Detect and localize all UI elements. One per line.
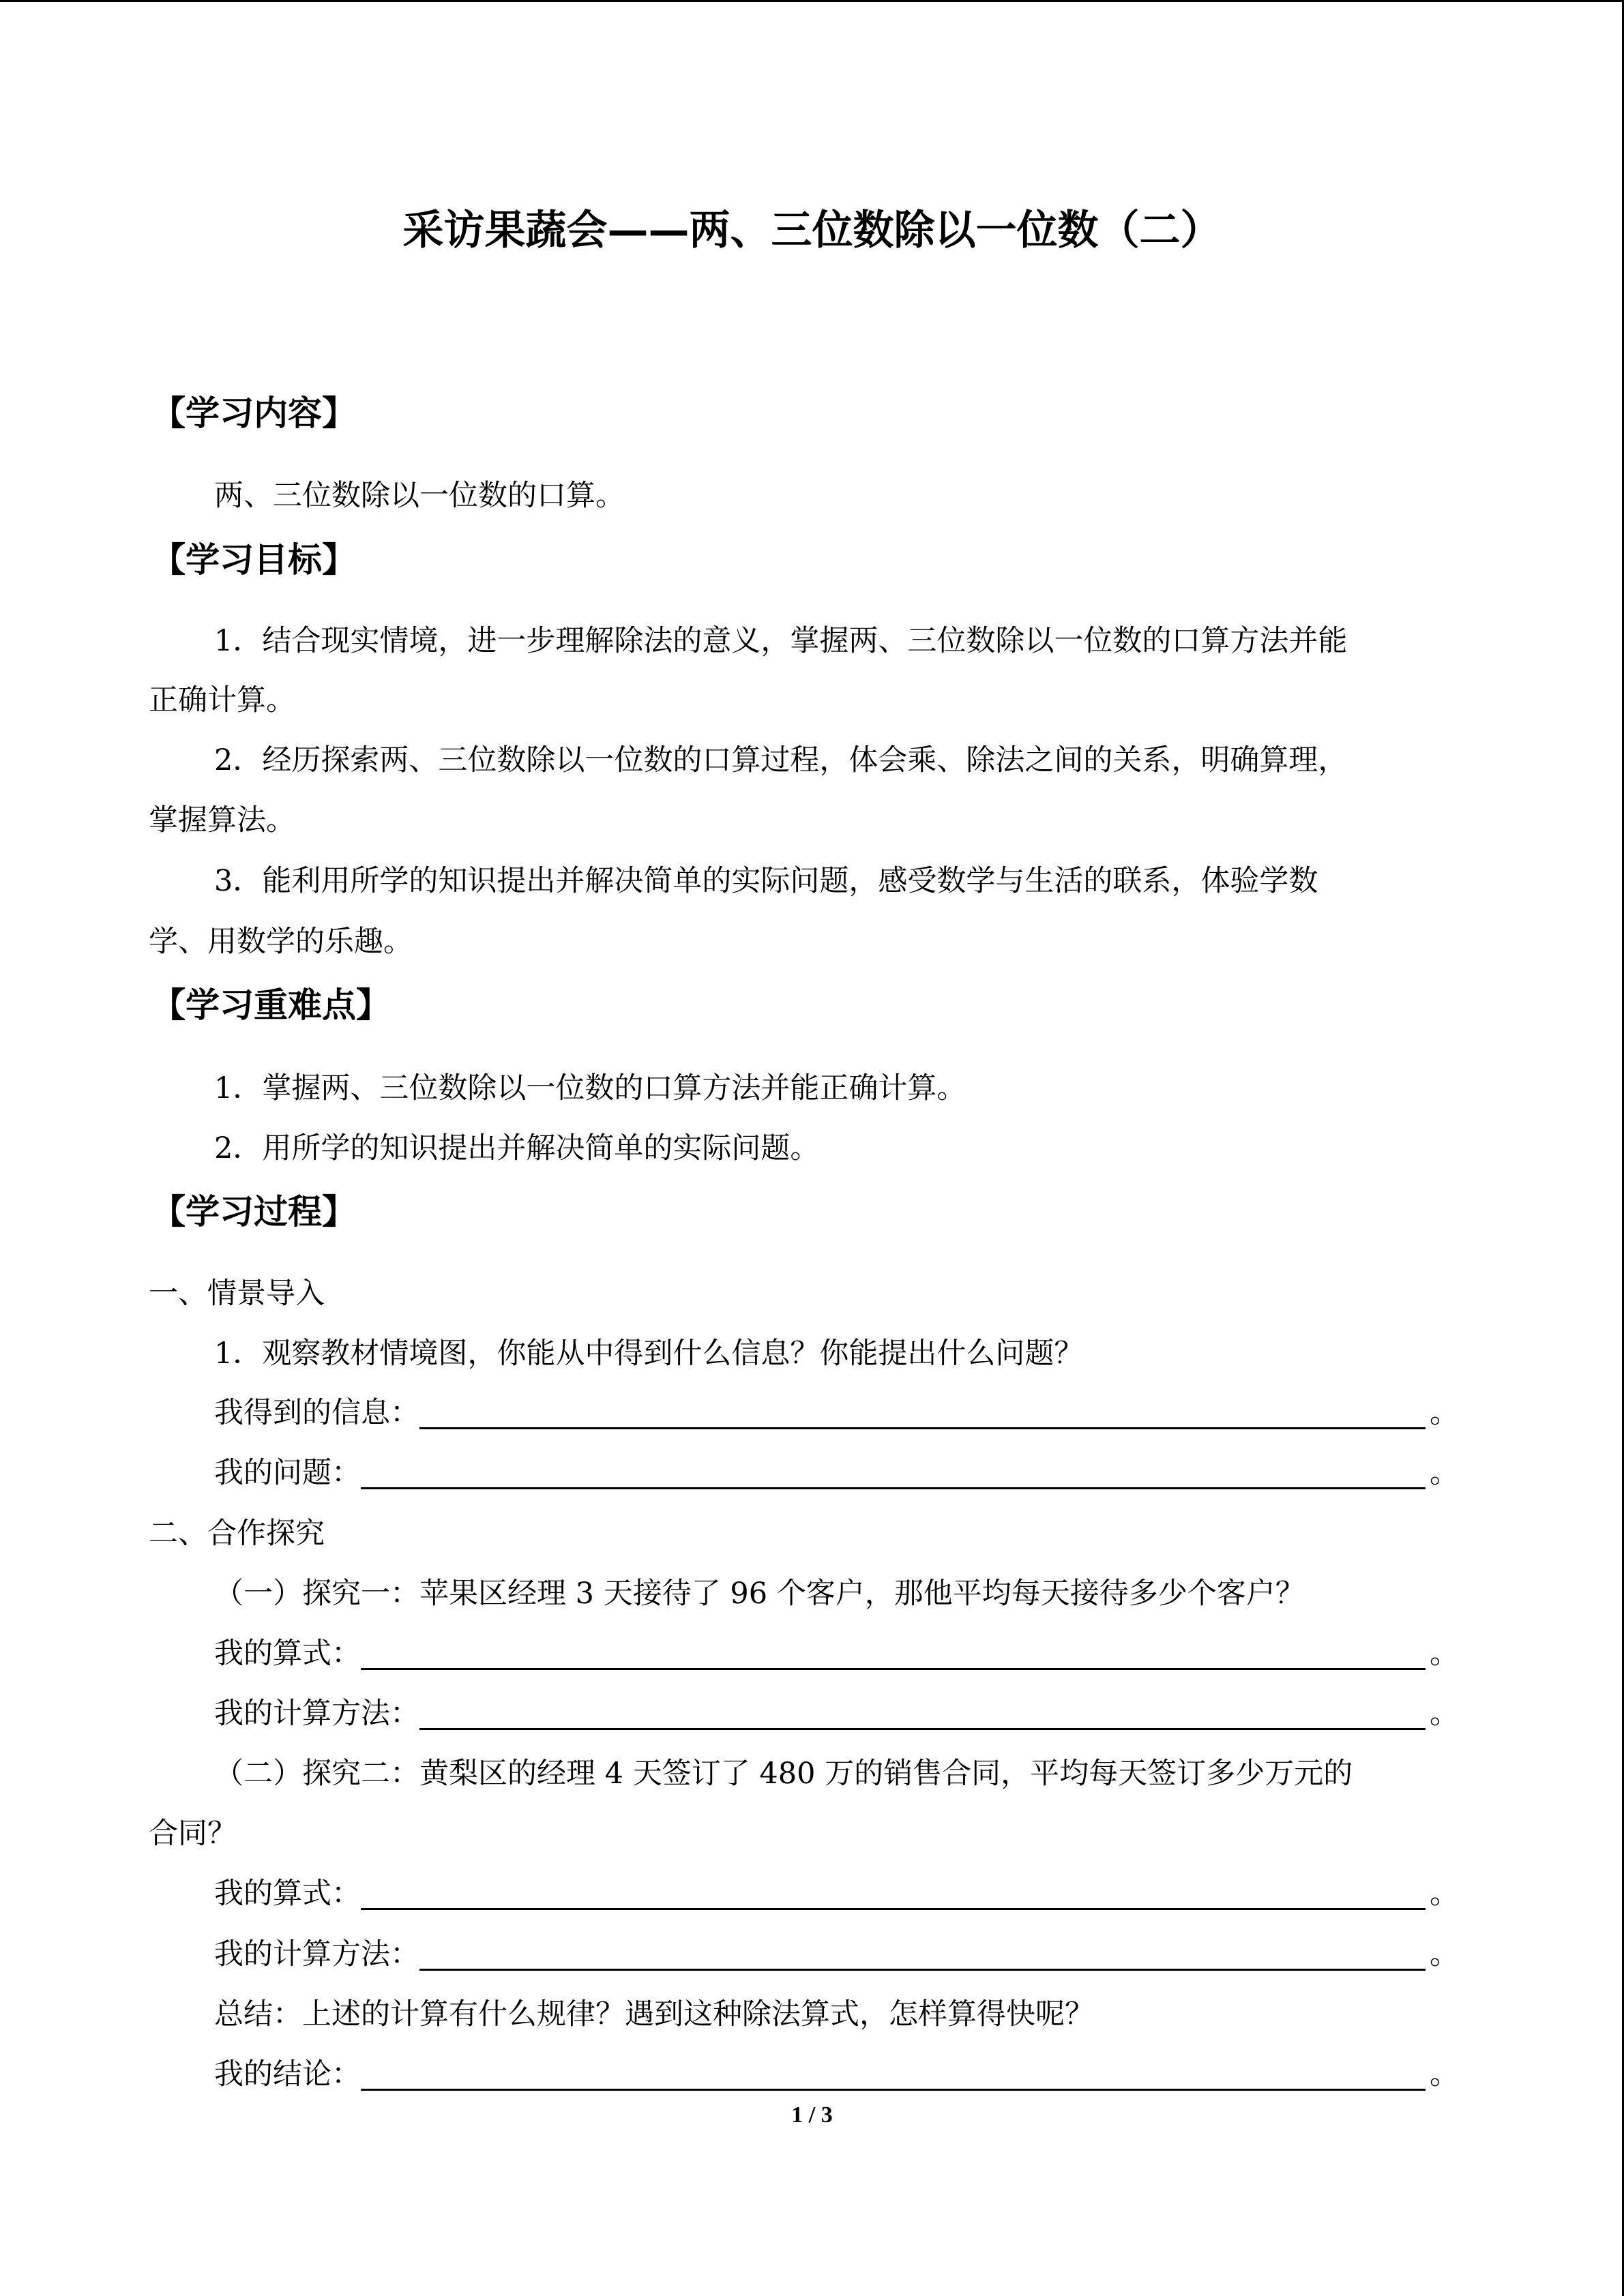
formula-1-answer-blank[interactable] bbox=[361, 1637, 1426, 1670]
explore-2-line-1: （二）探究二：黄梨区的经理 4 天签订了 480 万的销售合同，平均每天签订多少万元的 bbox=[214, 1757, 1353, 1791]
conclusion-fill-row bbox=[214, 2054, 1459, 2095]
method-1-period: 。 bbox=[1430, 1697, 1459, 1731]
goal-2-line-2: 掌握算法。 bbox=[149, 803, 295, 837]
formula-2-label: 我的算式： bbox=[214, 1877, 361, 1911]
method-2-answer-blank[interactable] bbox=[419, 1937, 1426, 1971]
question-1: 1．观察教材情境图，你能从中得到什么信息？你能提出什么问题？ bbox=[214, 1337, 1084, 1371]
info-fill-row bbox=[214, 1392, 1459, 1433]
question-fill-row bbox=[214, 1452, 1459, 1493]
explore-1-text: （一）探究一：苹果区经理 3 天接待了 96 个客户，那他平均每天接待多少个客户？ bbox=[214, 1577, 1305, 1611]
info-period: 。 bbox=[1430, 1396, 1459, 1430]
info-answer-blank[interactable] bbox=[419, 1396, 1426, 1429]
method-2-period: 。 bbox=[1430, 1937, 1459, 1971]
formula-1-label: 我的算式： bbox=[214, 1637, 361, 1671]
info-label: 我得到的信息： bbox=[214, 1396, 419, 1430]
formula-1-fill-row bbox=[214, 1633, 1459, 1674]
summary-text: 总结：上述的计算有什么规律？遇到这种除法算式，怎样算得快呢？ bbox=[214, 1997, 1094, 2031]
goal-2-line-1: 2．经历探索两、三位数除以一位数的口算过程，体会乘、除法之间的关系，明确算理， bbox=[214, 743, 1348, 777]
goal-3-line-1: 3．能利用所学的知识提出并解决简单的实际问题，感受数学与生活的联系，体验学数 bbox=[214, 864, 1318, 898]
method-1-answer-blank[interactable] bbox=[419, 1697, 1426, 1730]
conclusion-answer-blank[interactable] bbox=[361, 2057, 1426, 2091]
formula-2-fill-row bbox=[214, 1873, 1459, 1914]
learning-content-text: 两、三位数除以一位数的口算。 bbox=[214, 479, 625, 513]
part-2-heading: 二、合作探究 bbox=[149, 1517, 325, 1551]
formula-1-period: 。 bbox=[1430, 1637, 1459, 1671]
heading-learning-content: 【学习内容】 bbox=[151, 393, 356, 433]
method-2-fill-row bbox=[214, 1934, 1459, 1975]
goal-1-line-1: 1．结合现实情境，进一步理解除法的意义，掌握两、三位数除以一位数的口算方法并能 bbox=[214, 624, 1348, 658]
formula-2-answer-blank[interactable] bbox=[361, 1877, 1426, 1910]
conclusion-label: 我的结论： bbox=[214, 2057, 361, 2091]
part-1-heading: 一、情景导入 bbox=[149, 1277, 325, 1311]
heading-learning-goals: 【学习目标】 bbox=[151, 540, 356, 580]
key-point-1: 1．掌握两、三位数除以一位数的口算方法并能正确计算。 bbox=[214, 1071, 966, 1105]
goal-1-line-2: 正确计算。 bbox=[149, 683, 295, 717]
page-border-top bbox=[0, 0, 1624, 2]
heading-learning-process: 【学习过程】 bbox=[151, 1192, 356, 1232]
conclusion-period: 。 bbox=[1430, 2057, 1459, 2091]
method-1-label: 我的计算方法： bbox=[214, 1697, 419, 1731]
method-2-label: 我的计算方法： bbox=[214, 1937, 419, 1971]
explore-2-line-2: 合同？ bbox=[149, 1817, 237, 1851]
method-1-fill-row bbox=[214, 1693, 1459, 1734]
question-answer-blank[interactable] bbox=[361, 1456, 1426, 1489]
goal-3-line-2: 学、用数学的乐趣。 bbox=[149, 925, 413, 959]
document-title: 采访果蔬会——两、三位数除以一位数（二） bbox=[402, 207, 1222, 254]
key-point-2: 2．用所学的知识提出并解决简单的实际问题。 bbox=[214, 1131, 820, 1165]
question-period: 。 bbox=[1430, 1456, 1459, 1490]
formula-2-period: 。 bbox=[1430, 1877, 1459, 1911]
heading-key-points: 【学习重难点】 bbox=[151, 985, 390, 1025]
page-number: 1 / 3 bbox=[791, 2102, 833, 2128]
question-label: 我的问题： bbox=[214, 1456, 361, 1490]
